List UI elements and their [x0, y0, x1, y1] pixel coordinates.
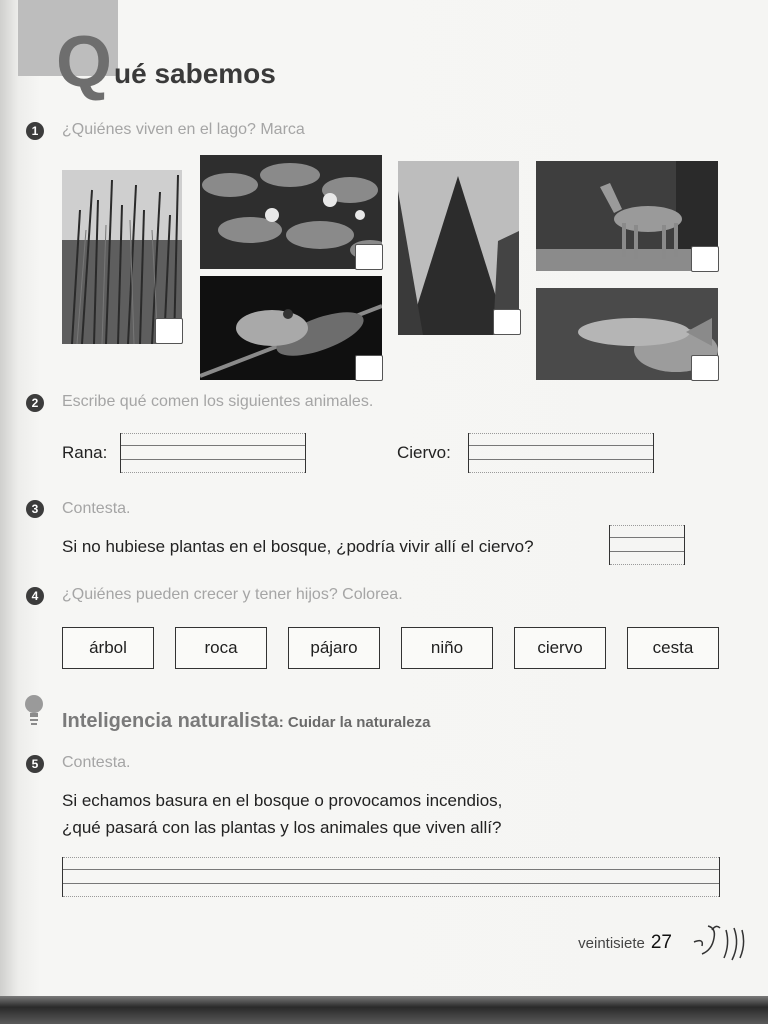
- question-3-answer-lines[interactable]: [609, 525, 685, 565]
- page-number-word: veintisiete: [578, 935, 645, 952]
- question-number-4: 4: [26, 587, 44, 605]
- reeds-checkbox[interactable]: [155, 318, 183, 344]
- question-number-5: 5: [26, 755, 44, 773]
- question-3-text: Contesta.: [62, 500, 131, 517]
- frog-checkbox[interactable]: [355, 355, 383, 381]
- page-title: ué sabemos: [114, 58, 276, 89]
- question-4-text: ¿Quiénes pueden crecer y tener hijos? Colorea.: [62, 586, 403, 603]
- word-box-pajaro[interactable]: pájaro: [288, 627, 380, 669]
- page-footer: [578, 932, 672, 954]
- section-subtitle: : Cuidar la naturaleza: [278, 714, 431, 731]
- question-number-1: 1: [26, 122, 44, 140]
- ciervo-label: Ciervo:: [397, 443, 451, 462]
- rana-label: Rana:: [62, 443, 108, 462]
- question-5-line-2: ¿qué pasará con las plantas y los animales que viven allí?: [62, 818, 502, 837]
- word-box-cesta[interactable]: cesta: [627, 627, 719, 669]
- lightbulb-icon: [24, 694, 44, 728]
- pine-tree-checkbox[interactable]: [493, 309, 521, 335]
- question-3-prompt: Si no hubiese plantas en el bosque, ¿podría vivir allí el ciervo?: [62, 537, 534, 556]
- question-5-text: Contesta.: [62, 754, 131, 771]
- fish-checkbox[interactable]: [691, 355, 719, 381]
- section-title: Inteligencia naturalista: [62, 710, 279, 732]
- sound-icon: [690, 920, 746, 964]
- word-box-arbol[interactable]: árbol: [62, 627, 154, 669]
- question-5-line-1: Si echamos basura en el bosque o provocamos incendios,: [62, 791, 503, 810]
- question-2-text: Escribe qué comen los siguientes animales.: [62, 393, 374, 410]
- question-number-3: 3: [26, 500, 44, 518]
- title-initial: Q: [56, 22, 113, 102]
- page-number: 27: [650, 932, 672, 953]
- question-number-2: 2: [26, 394, 44, 412]
- section-heading: [62, 710, 430, 733]
- question-1-text: ¿Quiénes viven en el lago? Marca: [62, 121, 305, 138]
- word-box-ciervo[interactable]: ciervo: [514, 627, 606, 669]
- deer-checkbox[interactable]: [691, 246, 719, 272]
- ciervo-answer-lines[interactable]: [468, 433, 654, 473]
- word-box-roca[interactable]: roca: [175, 627, 267, 669]
- word-box-nino[interactable]: niño: [401, 627, 493, 669]
- page-bottom-edge: [0, 996, 768, 1024]
- question-5-answer-lines[interactable]: [62, 857, 720, 897]
- rana-answer-lines[interactable]: [120, 433, 306, 473]
- water-lilies-checkbox[interactable]: [355, 244, 383, 270]
